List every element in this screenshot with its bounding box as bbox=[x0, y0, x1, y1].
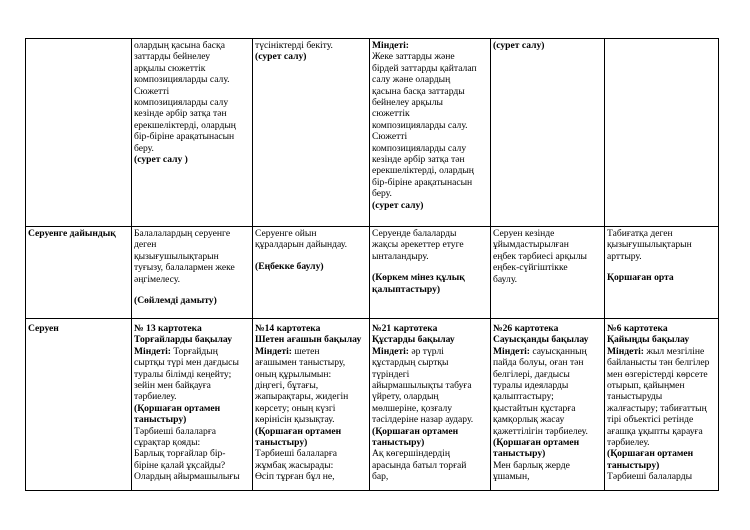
cell-thu: Серуен кезінде ұйымдастырылған еңбек тәрбиесі арқылы еңбек-сүйгіштікке баулу. bbox=[491, 227, 605, 319]
table-row bbox=[26, 227, 719, 319]
activity-tag: Қоршаған орта bbox=[607, 272, 674, 284]
cell-mon: № 13 картотека Торғайларды бақылау Міндеті: Торғайдың сыртқы түрі мен дағдысы туралы білімді кеңейту; зейін мен байқауға тәрбиелеу. (Қоршаған ортамен таныстыру) Тәрбиеші балаларға сұрақтар қояды: Барлық торғайлар бір- біріне қалай ұқсайды? Олардың айырмашылығы bbox=[132, 319, 253, 491]
cell-fri: Табиғатқа деген қызығушылықтарын арттыру. Қоршаған орта bbox=[605, 227, 719, 319]
table-row bbox=[26, 319, 719, 491]
cell-thu bbox=[491, 39, 605, 227]
daily-plan-table bbox=[25, 38, 719, 491]
activity-tag: (сурет салу) bbox=[372, 199, 424, 211]
row-label bbox=[26, 39, 132, 227]
activity-tag: (сурет салу) bbox=[255, 51, 307, 63]
activity-tag: (сурет салу ) bbox=[134, 154, 188, 166]
row-label: Серуенге дайындық bbox=[26, 227, 132, 319]
cell-mon: олардың қасына басқа заттарды бейнелеу арқылы сюжеттік композицияларды салу. Сюжетті композицияларды салу кезінде әрбір затқа тән ерекшеліктерді, олардың бір-біріне арақатынасын беру. (сурет салу ) bbox=[132, 39, 253, 227]
cell-tue: түсініктерді бекіту. (сурет салу) bbox=[253, 39, 370, 227]
activity-tag: (Сөйлемді дамыту) bbox=[134, 295, 217, 307]
cell-tue: №14 картотека Шетен ағашын бақылау Міндеті: шетен ағашымен таныстыру, оның құрылымын: діңгегі, бұтағы, жапырақтары, жидегін көрсету; оның күзгі көрінісін қызықтау. (Қоршаған ортамен таныстыру) Тәрбиеші балаларға жұмбақ жасырады: Өсіп тұрған бұл не, bbox=[253, 319, 370, 491]
table-row bbox=[26, 39, 719, 227]
activity-tag: (Еңбекке баулу) bbox=[255, 260, 324, 272]
activity-tag: (Көркем мінез құлық bbox=[372, 272, 465, 284]
cell-tue: Серуенге ойын құралдарын дайындау. (Еңбекке баулу) bbox=[253, 227, 370, 319]
cell-wed: Серуенде балаларды жақсы әрекеттер етуге ынталандыру. (Көркем мінез құлық қалыптастыру) bbox=[370, 227, 491, 319]
cell-wed: №21 картотека Құстарды бақылау Міндеті: әр түрлі құстардың сыртқы түріндегі айырмашылықты табуға үйрету, олардың мөлшеріне, қозғалу тәсілдеріне назар аудару. (Қоршаған ортамен таныстыру) Ақ көгершіндердің арасында батыл торғай бар, bbox=[370, 319, 491, 491]
cell-fri: №6 картотека Қайыңды бақылау Міндеті: жыл мезгіліне байланысты тән белгілер мен өзгерістерді көрсете отырып, қайыңмен таныстыруды жалғастыру; табиғаттың тірі объектісі ретінде ағашқа ұқыпты қарауға тәрбиелеу. (Қоршаған ортамен таныстыру) Тәрбиеші балаларды bbox=[605, 319, 719, 491]
row-label: Серуен bbox=[26, 319, 132, 491]
cell-thu: №26 картотека Сауысқанды бақылау Міндеті: сауысқанның пайда болуы, оған тән белгілері, дағдысы туралы идеяларды қалыптастыру; қыстайтын құстарға қамқорлық жасау қажеттілігін тәрбиелеу. (Қоршаған ортамен таныстыру) Мен барлық жерде ұшамын, bbox=[491, 319, 605, 491]
cell-fri bbox=[605, 39, 719, 227]
activity-tag: (сурет салу) bbox=[493, 40, 545, 51]
cell-mon: Балалалардың серуенге деген қызығушылықтарын туғызу, балалармен жеке әңгімелесу. (Сөйлемді дамыту) bbox=[132, 227, 253, 319]
cell-wed: Міндеті: Жеке заттарды және бірдей заттарды қайталап салу және олардың қасына басқа заттарды бейнелеу арқылы сюжеттік композицияларды салу. Сюжетті композицияларды салу кезінде әрбір затқа тән ерекшеліктерді, олардың бір-біріне арақатынасын беру. (сурет салу) bbox=[370, 39, 491, 227]
